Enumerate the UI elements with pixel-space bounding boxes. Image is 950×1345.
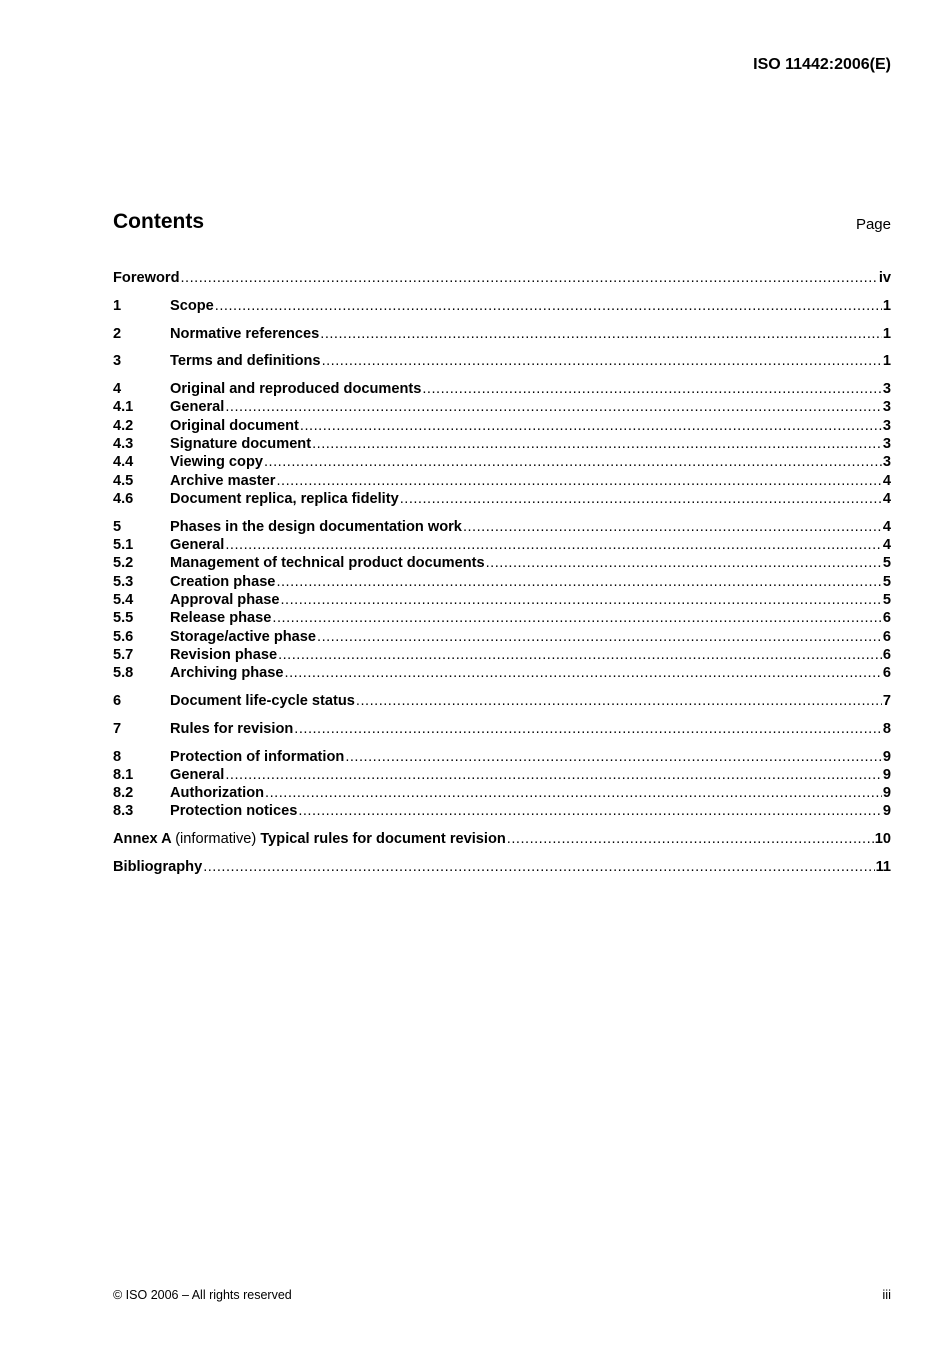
toc-entry-title: General bbox=[170, 537, 225, 554]
toc-entry-page: 5 bbox=[882, 591, 891, 608]
toc-entry-number: 5.3 bbox=[113, 573, 134, 590]
toc-entry-number: 8.2 bbox=[113, 785, 134, 802]
toc-entry-number: 4.6 bbox=[113, 490, 134, 507]
toc-entry[interactable] bbox=[113, 269, 891, 287]
toc-entry-page: 6 bbox=[882, 646, 891, 663]
toc-entry[interactable] bbox=[113, 297, 891, 315]
dot-leader bbox=[317, 628, 882, 646]
toc-entry[interactable] bbox=[113, 536, 891, 554]
toc-entry-title: Approval phase bbox=[170, 591, 280, 608]
toc-entry-bibliography[interactable] bbox=[113, 858, 891, 876]
toc-entry-page: 6 bbox=[882, 610, 891, 627]
toc-entry-title: Original document bbox=[170, 417, 299, 434]
toc-entry-page: 1 bbox=[882, 353, 891, 370]
toc-entry-page: 3 bbox=[882, 417, 891, 434]
toc-entry-number: 8.3 bbox=[113, 803, 134, 820]
toc-entry-number: 5.6 bbox=[113, 628, 134, 645]
toc-entry[interactable] bbox=[113, 692, 891, 710]
toc-entry-page: 5 bbox=[882, 573, 891, 590]
toc-entry-number: 5.8 bbox=[113, 665, 134, 682]
toc-entry-number: 5.1 bbox=[113, 537, 134, 554]
toc-entry-page: 7 bbox=[882, 692, 891, 709]
toc-entry-number: 4.4 bbox=[113, 454, 134, 471]
toc-entry[interactable] bbox=[113, 628, 891, 646]
toc-entry-number: 5.5 bbox=[113, 610, 134, 627]
toc-entry-title: Viewing copy bbox=[170, 454, 263, 471]
toc-entry[interactable] bbox=[113, 802, 891, 820]
toc-entry-title: Revision phase bbox=[170, 646, 278, 663]
toc-entry-title bbox=[113, 830, 506, 848]
dot-leader bbox=[400, 490, 882, 508]
toc-entry-page: 10 bbox=[874, 831, 891, 848]
toc-entry-page: 3 bbox=[882, 436, 891, 453]
toc-entry[interactable] bbox=[113, 398, 891, 416]
dot-leader bbox=[278, 646, 882, 664]
toc-entry-title: Original and reproduced documents bbox=[170, 381, 422, 398]
dot-leader bbox=[345, 748, 882, 766]
dot-leader bbox=[285, 664, 882, 682]
toc-entry[interactable] bbox=[113, 573, 891, 591]
toc-entry-page: 4 bbox=[882, 518, 891, 535]
toc-entry-number: 4.3 bbox=[113, 436, 134, 453]
document-id-header: ISO 11442:2006(E) bbox=[753, 56, 891, 73]
toc-entry-page: 1 bbox=[882, 325, 891, 342]
page-column-label: Page bbox=[855, 216, 891, 233]
toc-entry-title: Normative references bbox=[170, 325, 320, 342]
toc-entry-number: 8 bbox=[113, 748, 122, 765]
toc-entry-page: 9 bbox=[882, 803, 891, 820]
toc-entry-title: General bbox=[170, 399, 225, 416]
page-number-footer: iii bbox=[882, 1287, 891, 1302]
toc-entry[interactable] bbox=[113, 472, 891, 490]
toc-entry-title: Protection notices bbox=[170, 803, 298, 820]
toc-entry-page: 3 bbox=[882, 381, 891, 398]
dot-leader bbox=[225, 536, 882, 554]
copyright-footer: © ISO 2006 – All rights reserved bbox=[113, 1288, 292, 1302]
dot-leader bbox=[298, 802, 882, 820]
toc-entry-page: 1 bbox=[882, 297, 891, 314]
toc-entry[interactable] bbox=[113, 766, 891, 784]
toc-entry-title: Archiving phase bbox=[170, 665, 284, 682]
toc-entry-page: 4 bbox=[882, 490, 891, 507]
toc-entry[interactable] bbox=[113, 748, 891, 766]
dot-leader bbox=[180, 269, 877, 287]
toc-entry-number: 8.1 bbox=[113, 766, 134, 783]
toc-entry[interactable] bbox=[113, 518, 891, 536]
toc-entry[interactable] bbox=[113, 664, 891, 682]
toc-entry-number: 5.7 bbox=[113, 646, 134, 663]
toc-entry[interactable] bbox=[113, 609, 891, 627]
toc-entry[interactable] bbox=[113, 435, 891, 453]
toc-entry-page: 6 bbox=[882, 665, 891, 682]
toc-entry-page: 3 bbox=[882, 454, 891, 471]
toc-entry-title: Phases in the design documentation work bbox=[170, 518, 462, 535]
dot-leader bbox=[280, 591, 881, 609]
table-of-contents bbox=[113, 269, 891, 876]
toc-entry[interactable] bbox=[113, 325, 891, 343]
toc-entry-page: 3 bbox=[882, 399, 891, 416]
annex-label: Annex A bbox=[113, 831, 172, 848]
toc-entry-number: 1 bbox=[113, 297, 122, 314]
toc-entry-title: General bbox=[170, 766, 225, 783]
toc-entry-page: 5 bbox=[882, 555, 891, 572]
toc-entry-title: Rules for revision bbox=[170, 720, 294, 737]
dot-leader bbox=[276, 573, 881, 591]
toc-entry[interactable] bbox=[113, 591, 891, 609]
contents-title: Contents bbox=[113, 210, 204, 233]
toc-entry-title: Archive master bbox=[170, 472, 276, 489]
toc-entry-annex-a[interactable] bbox=[113, 830, 891, 848]
toc-entry-number: 2 bbox=[113, 325, 122, 342]
toc-entry[interactable] bbox=[113, 554, 891, 572]
dot-leader bbox=[203, 858, 874, 876]
toc-entry-number: 4.2 bbox=[113, 417, 134, 434]
toc-entry-title: Foreword bbox=[113, 270, 180, 286]
dot-leader bbox=[225, 398, 882, 416]
toc-entry-title: Document life-cycle status bbox=[170, 692, 355, 709]
toc-entry[interactable] bbox=[113, 490, 891, 508]
annex-title: Typical rules for document revision bbox=[260, 831, 506, 848]
toc-entry[interactable] bbox=[113, 646, 891, 664]
toc-entry[interactable] bbox=[113, 453, 891, 471]
toc-entry-number: 6 bbox=[113, 692, 122, 709]
dot-leader bbox=[322, 352, 882, 370]
toc-entry[interactable] bbox=[113, 352, 891, 370]
toc-entry[interactable] bbox=[113, 784, 891, 802]
toc-entry-title: Storage/active phase bbox=[170, 628, 317, 645]
toc-entry-number: 3 bbox=[113, 353, 122, 370]
dot-leader bbox=[320, 325, 882, 343]
annex-note: (informative) bbox=[175, 831, 257, 848]
toc-entry-number: 5 bbox=[113, 518, 122, 535]
toc-entry-title: Authorization bbox=[170, 785, 265, 802]
toc-entry-page: 4 bbox=[882, 537, 891, 554]
toc-entry-title: Terms and definitions bbox=[170, 353, 321, 370]
toc-entry-page: 8 bbox=[882, 720, 891, 737]
toc-entry-number: 7 bbox=[113, 720, 122, 737]
toc-entry[interactable] bbox=[113, 417, 891, 435]
toc-entry[interactable] bbox=[113, 720, 891, 738]
toc-entry-page: 11 bbox=[875, 859, 891, 876]
toc-entry-title: Creation phase bbox=[170, 573, 276, 590]
toc-entry-title: Scope bbox=[170, 297, 214, 314]
toc-entry-title: Document replica, replica fidelity bbox=[170, 490, 399, 507]
toc-entry-page: 4 bbox=[882, 472, 891, 489]
dot-leader bbox=[264, 453, 882, 471]
dot-leader bbox=[225, 766, 882, 784]
toc-entry-title: Management of technical product documents bbox=[170, 555, 485, 572]
toc-entry-page: iv bbox=[878, 270, 891, 286]
toc-entry-number: 4.5 bbox=[113, 472, 134, 489]
dot-leader bbox=[276, 472, 881, 490]
dot-leader bbox=[215, 297, 882, 315]
toc-entry-page: 9 bbox=[882, 785, 891, 802]
dot-leader bbox=[463, 518, 882, 536]
toc-entry-number: 5.2 bbox=[113, 555, 134, 572]
toc-entry-page: 6 bbox=[882, 628, 891, 645]
toc-entry-number: 4.1 bbox=[113, 399, 134, 416]
toc-entry-page: 9 bbox=[882, 766, 891, 783]
dot-leader bbox=[356, 692, 882, 710]
dot-leader bbox=[300, 417, 882, 435]
dot-leader bbox=[312, 435, 882, 453]
dot-leader bbox=[507, 830, 874, 848]
toc-entry-title: Bibliography bbox=[113, 859, 203, 876]
toc-entry-title: Signature document bbox=[170, 436, 312, 453]
toc-entry-number: 5.4 bbox=[113, 591, 134, 608]
toc-entry[interactable] bbox=[113, 380, 891, 398]
toc-entry-page: 9 bbox=[882, 748, 891, 765]
toc-entry-number: 4 bbox=[113, 381, 122, 398]
toc-entry-title: Release phase bbox=[170, 610, 272, 627]
dot-leader bbox=[272, 609, 881, 627]
dot-leader bbox=[294, 720, 882, 738]
dot-leader bbox=[422, 380, 882, 398]
dot-leader bbox=[265, 784, 882, 802]
dot-leader bbox=[486, 554, 882, 572]
toc-entry-title: Protection of information bbox=[170, 748, 345, 765]
